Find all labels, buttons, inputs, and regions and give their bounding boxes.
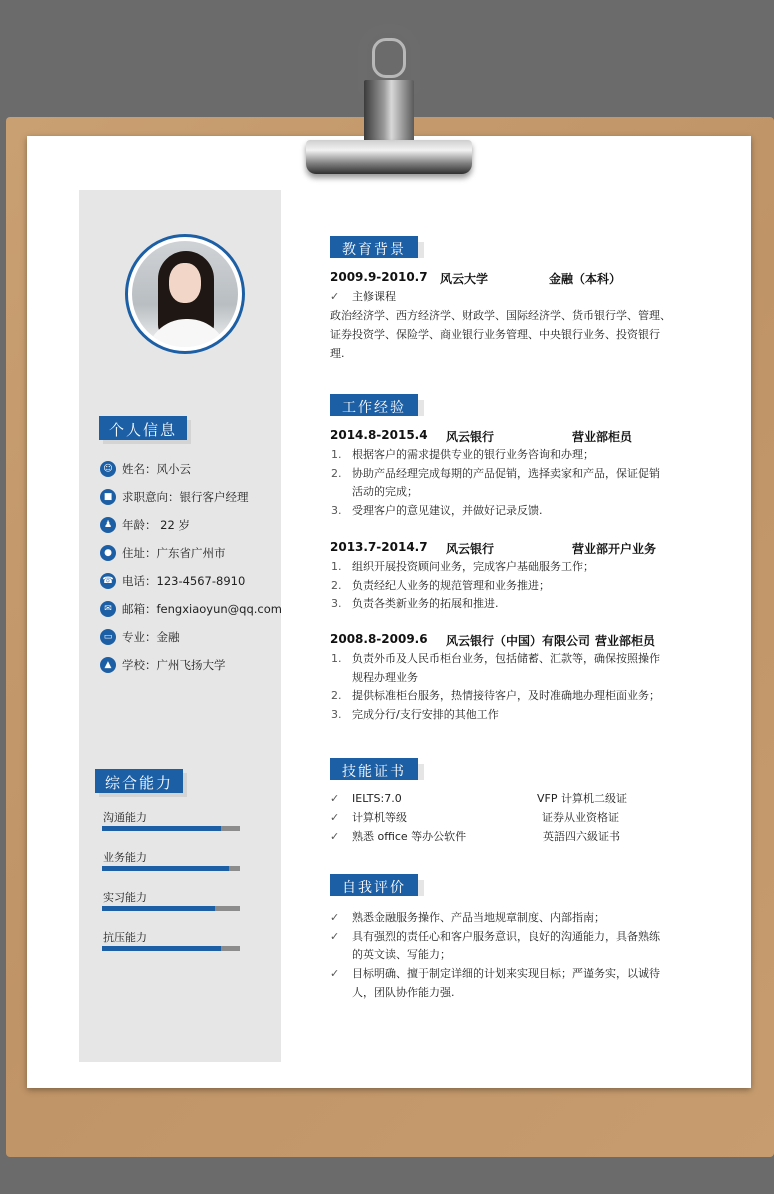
ability-label: 业务能力 [103,851,147,864]
education-date: 2009.9-2010.7 [330,270,428,284]
check-icon: ✓ [330,967,340,981]
self-eval-line: 目标明确、擅于制定详细的计划来实现目标；严谨务实，以诚待 [352,967,660,981]
info-text: 姓名：风小云 [122,462,191,476]
info-text: 专业：金融 [122,630,180,644]
job-duty-line: 组织开展投资顾问业务，完成客户基础服务工作； [352,560,594,573]
person-icon: ♟ [100,517,116,533]
job-date: 2014.8-2015.4 [330,428,428,442]
clip-ring-highlight [372,38,406,78]
course-line: 理. [330,347,345,360]
check-icon: ✓ [330,830,340,843]
certificate-item: 英語四六級证书 [543,830,620,843]
course-line: 政治经济学、西方经济学、财政学、国际经济学、货币银行学、管理、 [330,309,671,322]
education-major: 金融（本科） [549,272,622,286]
job-company: 风云银行 [446,542,495,556]
check-icon: ✓ [330,792,340,805]
item-number: 1. [331,560,342,573]
item-number: 2. [331,689,342,703]
user-icon: ☺ [100,461,116,477]
briefcase-icon: ■ [100,489,116,505]
info-text: 住址：广东省广州市 [122,546,226,560]
course-line: 证券投资学、保险学、商业银行业务管理、中央银行业务、投资银行 [330,328,660,341]
job-duty-line: 规程办理业务 [352,670,418,684]
course-label: 主修课程 [352,290,396,303]
avatar-photo [132,241,238,347]
item-number: 3. [331,504,342,518]
ability-label: 抗压能力 [103,931,147,944]
job-duty-line: 根据客户的需求提供专业的银行业务咨询和办理； [352,448,594,461]
ability-bar-fill [102,866,229,871]
binder-clip [290,24,480,176]
ability-bar-fill [102,946,221,951]
work-heading: 工作经验 [330,394,418,416]
check-icon: ✓ [330,911,340,924]
job-date: 2013.7-2014.7 [330,540,428,554]
job-duty-line: 协助产品经理完成每期的产品促销，选择卖家和产品，保证促销 [352,466,660,480]
info-row [100,515,190,535]
item-number: 2. [331,578,342,592]
info-row [100,599,282,619]
item-number: 1. [331,448,342,461]
education-heading: 教育背景 [330,236,418,258]
ability-bar [102,906,240,911]
check-icon: ✓ [330,811,340,824]
ability-bar [102,866,240,871]
info-row [100,571,245,591]
ability-bar [102,946,240,951]
ability-bar [102,826,240,831]
check-icon: ✓ [330,929,340,943]
info-text: 邮箱：fengxiaoyun@qq.com [122,602,282,616]
info-row [100,627,180,647]
ability-label: 沟通能力 [103,811,147,824]
job-title: 营业部柜员 [572,430,633,444]
self-eval-line: 人，团队协作能力强. [352,985,455,999]
info-text: 学校：广州飞扬大学 [122,658,226,672]
info-row [100,655,226,675]
job-duty-line: 负责经纪人业务的规范管理和业务推进； [352,578,550,592]
book-icon: ▭ [100,629,116,645]
phone-icon: ☎ [100,573,116,589]
ability-bar-fill [102,826,221,831]
location-icon: ● [100,545,116,561]
info-text: 求职意向：银行客户经理 [122,490,249,504]
self-eval-line: 熟悉金融服务操作、产品当地规章制度、内部指南； [352,911,605,924]
info-row [100,487,249,507]
check-icon: ✓ [330,290,340,303]
job-title: 营业部开户业务 [572,542,657,556]
job-title: 营业部柜员 [595,634,656,648]
skill-item: 熟悉 office 等办公软件 [352,830,467,843]
skills-heading: 技能证书 [330,758,418,780]
info-row [100,459,191,479]
avatar [125,234,245,354]
clip-base [306,140,472,174]
item-number: 2. [331,466,342,480]
graduation-cap-icon: ▲ [100,657,116,673]
job-company: 风云银行（中国）有限公司 [446,634,591,648]
ability-bar-fill [102,906,215,911]
job-company: 风云银行 [446,430,495,444]
skill-item: 计算机等级 [352,811,407,824]
item-number: 3. [331,597,342,611]
job-date: 2008.8-2009.6 [330,632,428,646]
item-number: 3. [331,708,342,722]
self-eval-line: 具有强烈的责任心和客户服务意识，良好的沟通能力，具备熟练 [352,929,660,943]
certificate-item: VFP 计算机二级证 [537,792,627,805]
self-eval-line: 的英文读、写能力； [352,948,451,962]
self-eval-heading: 自我评价 [330,874,418,896]
abilities-heading: 综合能力 [95,769,183,793]
info-row [100,543,226,563]
info-text: 年龄： 22 岁 [122,518,190,532]
certificate-item: 证券从业资格证 [542,811,619,824]
skill-item: IELTS:7.0 [352,792,402,805]
job-duty-line: 负责各类新业务的拓展和推进. [352,597,499,611]
ability-label: 实习能力 [103,891,147,904]
job-duty-line: 提供标准柜台服务，热情接待客户，及时准确地办理柜面业务； [352,689,660,703]
personal-info-heading: 个人信息 [99,416,187,440]
job-duty-line: 活动的完成； [352,485,418,499]
job-duty-line: 负责外币及人民币柜台业务，包括储蓄、汇款等，确保按照操作 [352,652,660,665]
info-text: 电话：123-4567-8910 [122,574,246,588]
education-school: 风云大学 [440,272,489,286]
mail-icon: ✉ [100,601,116,617]
item-number: 1. [331,652,342,665]
job-duty-line: 完成分行/支行安排的其他工作 [352,708,499,722]
avatar-face [169,263,201,303]
job-duty-line: 受理客户的意见建议，并做好记录反馈. [352,504,543,518]
